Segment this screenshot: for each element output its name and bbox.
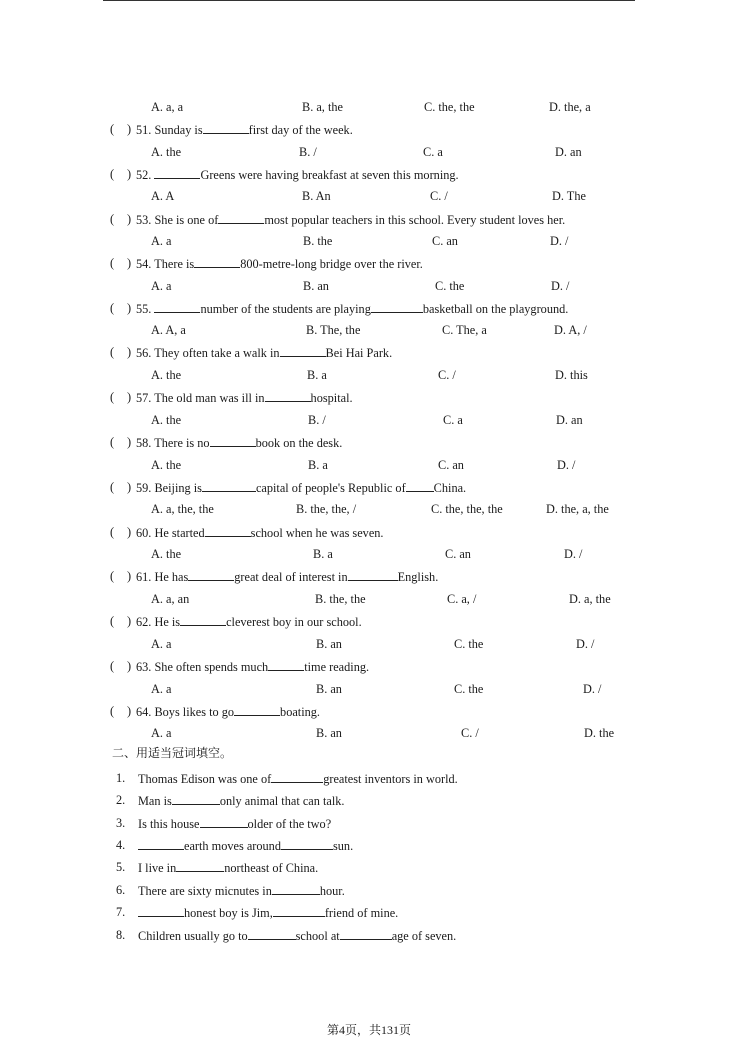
option[interactable]: A. a, a <box>151 100 184 114</box>
options-row-51 <box>0 144 738 161</box>
answer-blank[interactable] <box>176 859 224 872</box>
option[interactable]: B. an <box>316 637 342 651</box>
fill-item-4 <box>0 837 738 854</box>
fill-item-3 <box>0 815 738 832</box>
question-text <box>136 211 565 229</box>
question-55 <box>0 300 738 317</box>
option[interactable]: A. the <box>151 368 182 382</box>
answer-blank[interactable] <box>406 479 434 492</box>
option[interactable]: C. The, a <box>442 323 487 337</box>
fill-text <box>138 792 344 810</box>
fill-part: Man is <box>138 794 172 808</box>
option[interactable]: D. the, a <box>549 100 591 114</box>
question-part: He has <box>154 570 189 584</box>
paren-close: ) <box>127 435 132 449</box>
question-number: 57. <box>136 391 152 405</box>
fill-item-6 <box>0 882 738 899</box>
question-text <box>136 434 342 452</box>
paren-open: ( <box>110 122 115 136</box>
question-number: 58. <box>136 436 152 450</box>
question-part: number of the students are playing <box>200 302 371 316</box>
option[interactable]: A. a <box>151 637 172 651</box>
option[interactable]: A. A, a <box>151 323 186 337</box>
question-52 <box>0 166 738 183</box>
option[interactable]: C. an <box>445 547 471 561</box>
item-number: 3. <box>116 816 126 830</box>
answer-blank[interactable] <box>371 300 423 313</box>
fill-part: older of the two? <box>247 817 332 831</box>
option[interactable]: A. A <box>151 189 175 203</box>
item-number: 4. <box>116 838 126 852</box>
paren-open: ( <box>110 390 115 404</box>
question-part: He started <box>154 526 205 540</box>
question-61 <box>0 568 738 585</box>
answer-blank[interactable] <box>200 815 248 828</box>
paren-open: ( <box>110 345 115 359</box>
answer-blank[interactable] <box>172 792 220 805</box>
option[interactable]: D. / <box>576 637 595 651</box>
fill-part: hour. <box>319 884 345 898</box>
option[interactable]: C. the, the <box>424 100 475 114</box>
option[interactable]: B. / <box>299 145 317 159</box>
question-text <box>136 121 353 139</box>
question-number: 53. <box>136 213 152 227</box>
question-text <box>136 568 438 586</box>
question-58 <box>0 434 738 451</box>
question-64 <box>0 703 738 720</box>
paren-close: ) <box>127 256 132 270</box>
option[interactable]: B. An <box>302 189 331 203</box>
question-part: 800-metre-long bridge over the river. <box>240 257 423 271</box>
answer-blank[interactable] <box>268 658 304 671</box>
question-59 <box>0 479 738 496</box>
question-number: 52. <box>136 168 152 182</box>
option[interactable]: C. a, / <box>447 592 477 606</box>
question-63 <box>0 658 738 675</box>
question-part: school when he was seven. <box>250 526 384 540</box>
fill-part: sun. <box>332 839 354 853</box>
question-part: Sunday is <box>154 123 203 137</box>
option[interactable]: C. / <box>461 726 479 740</box>
fill-part: friend of mine. <box>324 906 399 920</box>
question-part: great deal of interest in <box>234 570 348 584</box>
paren-close: ) <box>127 390 132 404</box>
fill-part: I live in <box>138 861 177 875</box>
options-row-56 <box>0 367 738 384</box>
fill-text <box>138 837 353 855</box>
option[interactable]: C. an <box>432 234 458 248</box>
question-part: The old man was ill in <box>154 391 265 405</box>
question-text <box>136 479 466 497</box>
option[interactable]: B. a <box>308 458 328 472</box>
answer-blank[interactable] <box>188 568 234 581</box>
option[interactable]: B. an <box>303 279 329 293</box>
answer-blank[interactable] <box>348 568 398 581</box>
question-text <box>136 344 392 362</box>
fill-part: Children usually go to <box>138 929 248 943</box>
question-62 <box>0 613 738 630</box>
paren-close: ) <box>127 525 132 539</box>
option[interactable]: A. a <box>151 279 172 293</box>
fill-text <box>138 770 458 788</box>
question-number: 63. <box>136 660 152 674</box>
options-row-61 <box>0 591 738 608</box>
fill-item-2 <box>0 792 738 809</box>
fill-part: school at <box>295 929 340 943</box>
answer-blank[interactable] <box>272 882 320 895</box>
fill-item-8 <box>0 927 738 944</box>
question-part: There is no <box>154 436 210 450</box>
answer-blank[interactable] <box>138 904 184 917</box>
fill-part: earth moves around <box>184 839 281 853</box>
fill-text <box>138 882 345 900</box>
option[interactable]: D. / <box>557 458 576 472</box>
option[interactable]: D. an <box>556 413 583 427</box>
question-part: book on the desk. <box>255 436 343 450</box>
question-text <box>136 300 568 318</box>
question-part: hospital. <box>310 391 353 405</box>
option[interactable]: C. an <box>438 458 464 472</box>
question-part: most popular teachers in this school. Every student loves her. <box>264 213 566 227</box>
option[interactable]: C. the <box>454 682 484 696</box>
option[interactable]: A. a <box>151 726 172 740</box>
question-number: 56. <box>136 346 152 360</box>
option[interactable]: B. an <box>316 726 342 740</box>
item-number: 7. <box>116 905 126 919</box>
paren-open: ( <box>110 525 115 539</box>
option[interactable]: D. A, / <box>554 323 587 337</box>
question-number: 51. <box>136 123 152 137</box>
question-53 <box>0 211 738 228</box>
option[interactable]: D. a, the <box>569 592 611 606</box>
answer-blank[interactable] <box>218 211 264 224</box>
option[interactable]: C. the <box>435 279 465 293</box>
question-part: Greens were having breakfast at seven this morning. <box>200 168 459 182</box>
question-part: China. <box>433 481 467 495</box>
question-part: Bei Hai Park. <box>325 346 393 360</box>
fill-item-5 <box>0 859 738 876</box>
options-row-63 <box>0 681 738 698</box>
option[interactable]: A. the <box>151 413 182 427</box>
question-part: They often take a walk in <box>154 346 280 360</box>
answer-blank[interactable] <box>234 703 280 716</box>
question-text <box>136 389 353 407</box>
question-text <box>136 658 369 676</box>
question-part: Beijing is <box>154 481 202 495</box>
paren-open: ( <box>110 704 115 718</box>
option[interactable]: A. the <box>151 145 182 159</box>
fill-part: northeast of China. <box>224 861 319 875</box>
question-part: first day of the week. <box>248 123 353 137</box>
options-row-53 <box>0 233 738 250</box>
option[interactable]: B. a <box>307 368 327 382</box>
options-row-57 <box>0 412 738 429</box>
option[interactable]: C. the, the, the <box>431 502 503 516</box>
option[interactable]: A. the <box>151 547 182 561</box>
answer-blank[interactable] <box>210 434 256 447</box>
paren-open: ( <box>110 167 115 181</box>
question-number: 55. <box>136 302 152 316</box>
option[interactable]: B. the, the <box>315 592 366 606</box>
question-56 <box>0 344 738 361</box>
answer-blank[interactable] <box>202 479 256 492</box>
option[interactable]: A. the <box>151 458 182 472</box>
option[interactable]: C. / <box>438 368 456 382</box>
question-number: 59. <box>136 481 152 495</box>
page-footer: 第4页，共131页 <box>326 1023 411 1037</box>
item-number: 6. <box>116 883 126 897</box>
question-part: boating. <box>280 705 321 719</box>
fill-item-1 <box>0 770 738 787</box>
option[interactable]: D. the, a, the <box>546 502 609 516</box>
fill-part: greatest inventors in world. <box>323 772 458 786</box>
option[interactable]: C. the <box>454 637 484 651</box>
fill-part: Thomas Edison was one of <box>138 772 272 786</box>
fill-item-7 <box>0 904 738 921</box>
item-number: 8. <box>116 928 126 942</box>
option[interactable]: A. a, the, the <box>151 502 214 516</box>
answer-blank[interactable] <box>271 770 323 783</box>
fill-part: Is this house <box>138 817 200 831</box>
option[interactable]: B. an <box>316 682 342 696</box>
paren-close: ) <box>127 167 132 181</box>
question-60 <box>0 524 738 541</box>
paren-close: ) <box>127 569 132 583</box>
paren-close: ) <box>127 480 132 494</box>
question-text <box>136 613 362 631</box>
answer-blank[interactable] <box>265 389 311 402</box>
top-rule <box>103 0 635 1</box>
option[interactable]: A. a <box>151 682 172 696</box>
paren-open: ( <box>110 212 115 226</box>
question-text <box>136 166 459 184</box>
question-text <box>136 255 423 273</box>
option[interactable]: B. a <box>313 547 333 561</box>
answer-blank[interactable] <box>273 904 325 917</box>
section-two-title: 二、用适当冠词填空。 <box>112 746 233 760</box>
paren-close: ) <box>127 301 132 315</box>
fill-part: age of seven. <box>391 929 457 943</box>
question-part: She often spends much <box>154 660 269 674</box>
item-number: 1. <box>116 771 126 785</box>
question-part: basketball on the playground. <box>422 302 569 316</box>
options-row-55 <box>0 322 738 339</box>
options-row-52 <box>0 188 738 205</box>
option[interactable]: B. The, the <box>306 323 361 337</box>
item-number: 2. <box>116 793 126 807</box>
question-number: 62. <box>136 615 152 629</box>
option[interactable]: B. the <box>303 234 333 248</box>
option[interactable]: A. a <box>151 234 172 248</box>
question-part: She is one of <box>154 213 219 227</box>
paren-close: ) <box>127 704 132 718</box>
options-row-54 <box>0 278 738 295</box>
options-row-58 <box>0 457 738 474</box>
paren-close: ) <box>127 614 132 628</box>
answer-blank[interactable] <box>180 613 226 626</box>
fill-part: honest boy is Jim, <box>184 906 273 920</box>
answer-blank[interactable] <box>154 166 200 179</box>
question-number: 60. <box>136 526 152 540</box>
option[interactable]: C. a <box>423 145 443 159</box>
paren-close: ) <box>127 345 132 359</box>
paren-open: ( <box>110 435 115 449</box>
paren-close: ) <box>127 659 132 673</box>
options-row-64 <box>0 725 738 742</box>
option[interactable]: D. the <box>584 726 615 740</box>
options-row-59 <box>0 501 738 518</box>
question-part: cleverest boy in our school. <box>226 615 362 629</box>
option[interactable]: A. a, an <box>151 592 190 606</box>
option[interactable]: C. / <box>430 189 448 203</box>
question-57 <box>0 389 738 406</box>
fill-text <box>138 904 398 922</box>
fill-text <box>138 859 318 877</box>
paren-open: ( <box>110 569 115 583</box>
option[interactable]: D. this <box>555 368 588 382</box>
options-row-60 <box>0 546 738 563</box>
answer-blank[interactable] <box>154 300 200 313</box>
question-51 <box>0 121 738 138</box>
option[interactable]: B. a, the <box>302 100 343 114</box>
answer-blank[interactable] <box>205 524 251 537</box>
question-number: 64. <box>136 705 152 719</box>
option[interactable]: D. / <box>550 234 569 248</box>
answer-blank[interactable] <box>194 255 240 268</box>
paren-open: ( <box>110 614 115 628</box>
paren-open: ( <box>110 480 115 494</box>
option[interactable]: B. the, the, / <box>296 502 357 516</box>
paren-open: ( <box>110 301 115 315</box>
paren-open: ( <box>110 256 115 270</box>
option[interactable]: D. / <box>583 682 602 696</box>
option[interactable]: D. The <box>552 189 586 203</box>
question-part: There is <box>154 257 195 271</box>
paren-close: ) <box>127 212 132 226</box>
question-54 <box>0 255 738 272</box>
option[interactable]: B. / <box>308 413 326 427</box>
answer-blank[interactable] <box>281 837 333 850</box>
option[interactable]: D. / <box>564 547 583 561</box>
options-row-62 <box>0 636 738 653</box>
question-number: 61. <box>136 570 152 584</box>
fill-part: There are sixty micnutes in <box>138 884 272 898</box>
answer-blank[interactable] <box>203 121 249 134</box>
fill-part: only animal that can talk. <box>219 794 345 808</box>
option[interactable]: D. an <box>555 145 582 159</box>
question-text <box>136 703 320 721</box>
paren-open: ( <box>110 659 115 673</box>
question-number: 54. <box>136 257 152 271</box>
item-number: 5. <box>116 860 126 874</box>
answer-blank[interactable] <box>248 927 296 940</box>
question-part: Boys likes to go <box>154 705 235 719</box>
answer-blank[interactable] <box>138 837 184 850</box>
q50-options-row <box>0 99 738 116</box>
question-part: English. <box>397 570 439 584</box>
question-part: He is <box>154 615 181 629</box>
option[interactable]: C. a <box>443 413 463 427</box>
section-two-title-row <box>0 745 738 762</box>
question-text <box>136 524 384 542</box>
answer-blank[interactable] <box>340 927 392 940</box>
paren-close: ) <box>127 122 132 136</box>
answer-blank[interactable] <box>280 344 326 357</box>
question-part: capital of people's Republic of <box>255 481 406 495</box>
option[interactable]: D. / <box>551 279 570 293</box>
fill-text <box>138 815 331 833</box>
question-part: time reading. <box>304 660 370 674</box>
fill-text <box>138 927 456 945</box>
